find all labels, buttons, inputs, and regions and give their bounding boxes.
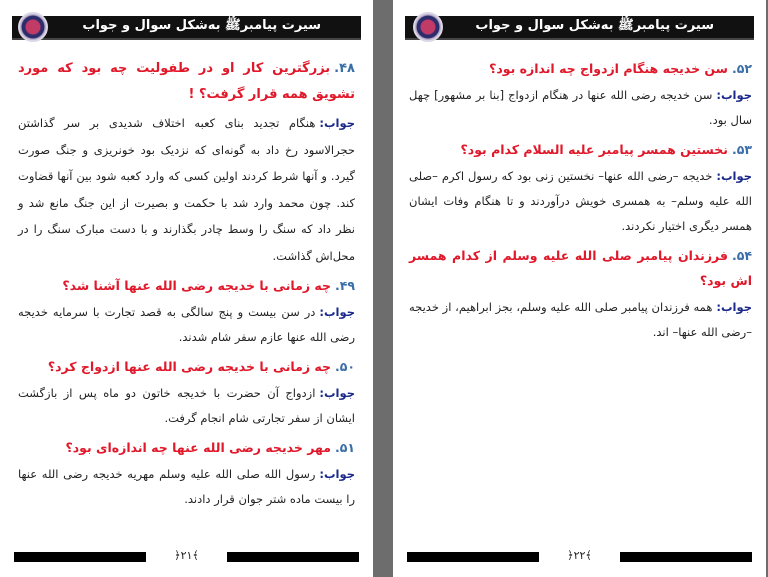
page-number: ﴿۲۱﴾	[174, 549, 199, 562]
question-number: ۴۹.	[334, 278, 355, 293]
footer-bar	[620, 552, 752, 562]
question	[18, 354, 355, 379]
answer-label: جواب:	[716, 88, 752, 102]
answer-text: در سن بیست و پنج سالگی به قصد تجارت با سرمایه خدیجه رضی الله عنها عازم سفر شام شدند.	[18, 305, 355, 344]
question	[409, 243, 752, 293]
page-content	[18, 52, 355, 516]
question-number: ۵۳.	[731, 142, 752, 157]
footer-bar	[227, 552, 359, 562]
page-header	[12, 16, 361, 40]
answer-text: سن خدیجه رضی الله عنها در هنگام ازدواج [بنا بر مشهور] چهل سال بود.	[409, 88, 752, 127]
answer-label: جواب:	[319, 305, 355, 319]
answer-text: خدیجه –رضی الله عنها– نخستین زنی بود که رسول اکرم –صلی الله علیه وسلم– به همسری خویش درآوردند و تا هنگام وفات ایشان همسر دیگری اختیار نکردند.	[409, 169, 752, 233]
right-page	[393, 0, 766, 577]
answer-label: جواب:	[716, 169, 752, 183]
answer-text: ازدواج آن حضرت با خدیجه خاتون دو ماه پس از بازگشت ایشان از سفر تجارتی شام انجام گرفت.	[18, 386, 355, 425]
page-header	[405, 16, 754, 40]
question-text: چه زمانی با خدیجه رضی الله عنها ازدواج کرد؟	[47, 359, 331, 374]
question	[409, 56, 752, 81]
answer-text: رسول الله صلی الله علیه وسلم مهریه خدیجه رضی الله عنها را بیست ماده شتر جوان قرار دادند.	[18, 467, 355, 506]
answer	[18, 110, 355, 269]
answer-label: جواب:	[319, 116, 355, 130]
left-page	[0, 0, 373, 577]
question	[18, 273, 355, 298]
footer-bar	[14, 552, 146, 562]
question-text: نخستین همسر پیامبر علیه السلام کدام بود؟	[460, 142, 728, 157]
question	[18, 435, 355, 460]
answer-text: هنگام تجدید بنای کعبه اختلاف شدیدی بر سر گذاشتن حجرالاسود رخ داد به گونه‌ای که نزدیک بود خونریزی و جنگ صورت گیرد. و آنها شرط کردند اولین کسی که وارد کعبه شود بین آنها قضاوت کند. چون محمد وارد شد با حکمت و بصیرت از این جنگ مانع شد و نظر داد که سنگ را وسط چادر بگذارند و با دست مبارک سنگ را در محل‌اش گذاشت.	[18, 116, 355, 263]
answer	[409, 295, 752, 345]
header-title: سیرت پیامبرﷺ به‌شکل سوال و جواب	[82, 18, 321, 33]
question	[409, 137, 752, 162]
page-footer	[407, 549, 752, 563]
question-number: ۵۴.	[731, 248, 752, 263]
page-footer	[14, 549, 359, 563]
answer	[409, 164, 752, 239]
question-number: ۴۸.	[334, 61, 355, 76]
page-content	[409, 52, 752, 349]
answer-label: جواب:	[716, 300, 752, 314]
seal-icon	[18, 12, 48, 42]
question-text: چه زمانی با خدیجه رضی الله عنها آشنا شد؟	[62, 278, 331, 293]
question-number: ۵۱.	[334, 440, 355, 455]
header-title: سیرت پیامبرﷺ به‌شکل سوال و جواب	[475, 18, 714, 33]
page-number: ﴿۲۲﴾	[567, 549, 592, 562]
question-number: ۵۲.	[731, 61, 752, 76]
answer-text: همه فرزندان پیامبر صلی الله علیه وسلم، بجز ابراهیم، از خدیجه –رضی الله عنها– اند.	[409, 300, 752, 339]
answer	[409, 83, 752, 133]
answer-label: جواب:	[319, 386, 355, 400]
answer-label: جواب:	[319, 467, 355, 481]
question-text: مهر خدیجه رضی الله عنها چه اندازه‌ای بود؟	[65, 440, 331, 455]
answer	[18, 381, 355, 431]
question	[18, 56, 355, 108]
question-number: ۵۰.	[334, 359, 355, 374]
answer	[18, 462, 355, 512]
question-text: فرزندان پیامبر صلی الله علیه وسلم از کدام همسر اش بود؟	[409, 248, 752, 288]
seal-icon	[413, 12, 443, 42]
answer	[18, 300, 355, 350]
question-text: بزرگترین کار او در طفولیت چه بود که مورد تشویق همه قرار گرفت؟ !	[18, 61, 355, 102]
question-text: سن خدیجه هنگام ازدواج چه اندازه بود؟	[489, 61, 728, 76]
footer-bar	[407, 552, 539, 562]
